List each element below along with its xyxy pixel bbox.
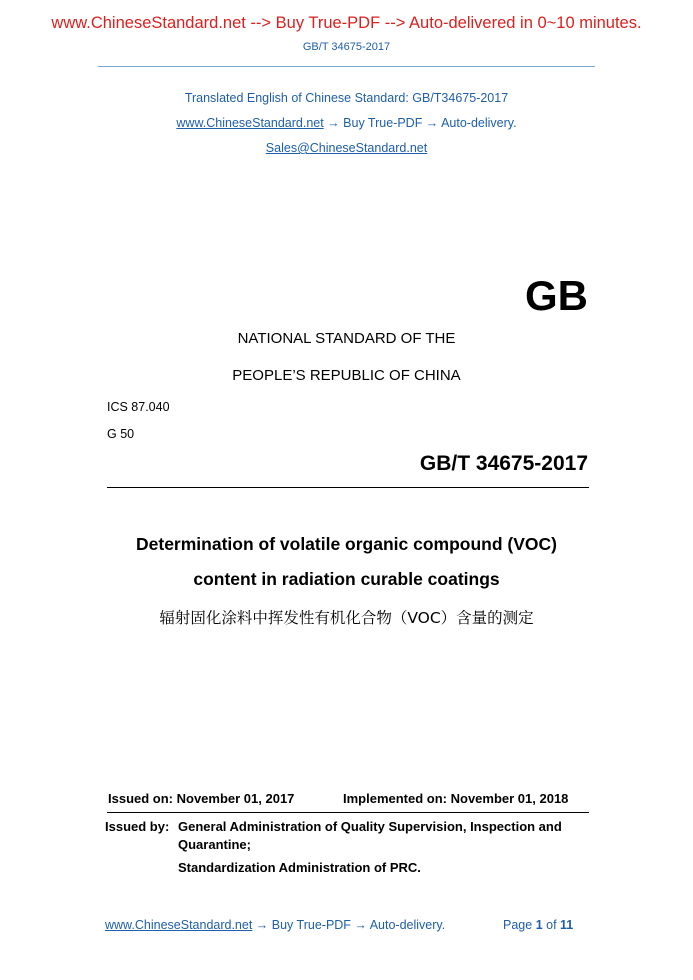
header-doc-code: GB/T 34675-2017 [302, 41, 391, 53]
standard-code: GB/T 34675-2017 [419, 452, 588, 475]
buy-line-text: → Buy True-PDF → Auto-delivery. [323, 116, 517, 130]
issued-on: Issued on: November 01, 2017 [108, 791, 295, 806]
issued-by-org2: Standardization Administration of PRC. [178, 860, 421, 875]
header-divider [98, 66, 595, 67]
implemented-on: Implemented on: November 01, 2018 [343, 791, 569, 806]
top-banner[interactable]: www.ChineseStandard.net --> Buy True-PDF --> Auto-delivered in 0~10 minutes. [51, 14, 642, 32]
page-number [503, 918, 573, 932]
page-current: 1 [535, 918, 543, 932]
dates-divider [107, 812, 589, 813]
title-en-line2: content in radiation curable coatings [193, 569, 500, 589]
title-cn: 辐射固化涂料中挥发性有机化合物（VOC）含量的测定 [159, 609, 534, 627]
issued-by-label: Issued by: [105, 819, 170, 834]
national-standard-line2: PEOPLE’S REPUBLIC OF CHINA [232, 367, 461, 384]
site-link[interactable]: www.ChineseStandard.net [176, 116, 324, 130]
national-standard-line1: NATIONAL STANDARD OF THE [237, 330, 456, 347]
footer-buy-line [105, 918, 445, 932]
ccs-code: G 50 [107, 427, 135, 441]
issued-by-org1: General Administration of Quality Supervision, Inspection and [178, 819, 562, 834]
email-line [0, 141, 693, 155]
ics-code: ICS 87.040 [107, 400, 170, 414]
email-link[interactable]: Sales@ChineseStandard.net [265, 141, 428, 155]
buy-line [0, 116, 693, 130]
page-label: Page [503, 918, 533, 932]
page-total: 11 [560, 918, 574, 932]
translation-note: Translated English of Chinese Standard: GB/T34675-2017 [184, 91, 509, 105]
title-en-line1: Determination of volatile organic compound (VOC) [136, 534, 557, 554]
gb-mark: GB [525, 272, 588, 319]
code-divider [107, 487, 589, 488]
page-of-label: of [546, 918, 557, 932]
footer-site-link[interactable]: www.ChineseStandard.net [105, 918, 253, 932]
footer-buy-text: → Buy True-PDF → Auto-delivery. [252, 918, 446, 932]
issued-by-org1-cont: Quarantine; [178, 837, 251, 852]
